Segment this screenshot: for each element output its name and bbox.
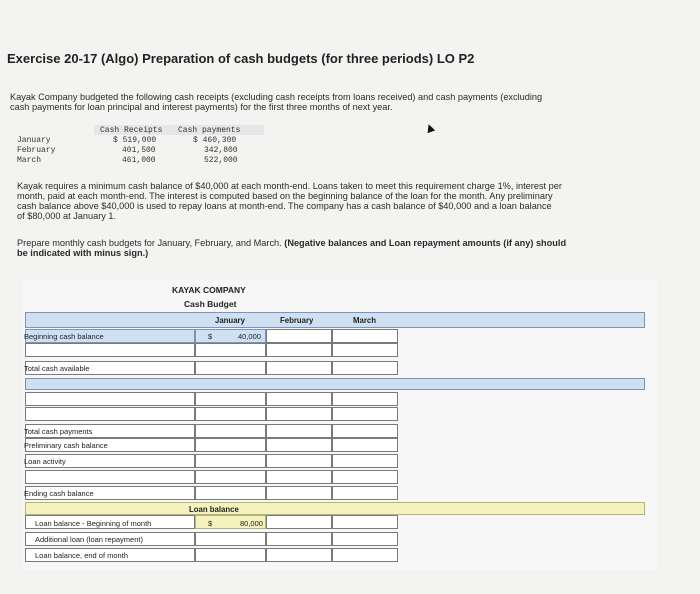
- preliminary-cash-label: Preliminary cash balance: [24, 441, 108, 450]
- payments-feb-input-1[interactable]: [266, 392, 332, 406]
- payments-label-input-1[interactable]: [25, 392, 195, 406]
- additional-loan-mar-input[interactable]: [332, 532, 398, 546]
- req-line-1: Kayak requires a minimum cash balance of $40,000 at each month-end. Loans taken to meet this requirement charge 1%, interest per: [17, 181, 562, 191]
- data-payments-0: $ 460,300: [193, 136, 237, 145]
- req-line-3: cash balance above $40,000 is used to repay loans at month-end. The company has a cash balance of $40,000 and a loan balance: [17, 201, 552, 211]
- instruction-line-1: [17, 238, 566, 249]
- loan-begin-feb-input[interactable]: [266, 515, 332, 529]
- payments-jan-input-2[interactable]: [195, 407, 266, 421]
- data-receipts-2: 461,000: [122, 156, 156, 165]
- section-separator-band: [25, 378, 645, 390]
- beginning-cash-jan-value: 40,000: [238, 332, 261, 341]
- loan-activity-mar-input[interactable]: [332, 454, 398, 468]
- total-cash-available-label: Total cash available: [24, 364, 90, 373]
- loan-end-feb-input[interactable]: [266, 548, 332, 562]
- col-march: March: [353, 316, 376, 325]
- receipts-feb-input[interactable]: [266, 343, 332, 357]
- loan-begin-label: Loan balance - Beginning of month: [35, 519, 152, 528]
- loan-end-mar-input[interactable]: [332, 548, 398, 562]
- beginning-cash-label: Beginning cash balance: [24, 332, 104, 341]
- data-month-0: January: [17, 136, 51, 145]
- ending-cash-mar-input[interactable]: [332, 486, 398, 500]
- ending-cash-jan-input[interactable]: [195, 486, 266, 500]
- total-available-feb-input[interactable]: [266, 361, 332, 375]
- loan-begin-jan-value: 80,000: [240, 519, 263, 528]
- total-payments-jan-input[interactable]: [195, 424, 266, 438]
- loan-detail-label-input[interactable]: [25, 470, 195, 484]
- data-col-payments: Cash payments: [178, 126, 241, 135]
- loan-begin-dollar: $: [208, 519, 213, 528]
- mouse-cursor-icon: [425, 123, 435, 133]
- preliminary-mar-input[interactable]: [332, 438, 398, 452]
- data-month-1: February: [17, 146, 56, 155]
- worksheet-subtitle: Cash Budget: [184, 299, 237, 309]
- column-header-band: [25, 312, 645, 328]
- total-payments-feb-input[interactable]: [266, 424, 332, 438]
- beginning-cash-dollar: $: [208, 332, 213, 341]
- payments-feb-input-2[interactable]: [266, 407, 332, 421]
- data-month-2: March: [17, 156, 42, 165]
- req-line-2: month, paid at each month-end. The interest is computed based on the beginning balance of the loan for the month. Any preliminary: [17, 191, 553, 201]
- loan-begin-mar-input[interactable]: [332, 515, 398, 529]
- intro-line-2: cash payments for loan principal and interest payments) for the first three months of next year.: [10, 102, 393, 112]
- total-cash-payments-label: Total cash payments: [24, 427, 93, 436]
- col-january: January: [215, 316, 245, 325]
- intro-line-1: Kayak Company budgeted the following cash receipts (excluding cash receipts from loans received) and cash payments (excluding: [10, 92, 543, 102]
- ending-cash-label: Ending cash balance: [24, 489, 94, 498]
- payments-mar-input-1[interactable]: [332, 392, 398, 406]
- data-payments-2: 522,000: [204, 156, 238, 165]
- additional-loan-jan-input[interactable]: [195, 532, 266, 546]
- loan-balance-title: Loan balance: [189, 505, 239, 514]
- loan-detail-mar-input[interactable]: [332, 470, 398, 484]
- exercise-title: Exercise 20-17 (Algo) Preparation of cash budgets (for three periods) LO P2: [7, 51, 475, 66]
- additional-loan-feb-input[interactable]: [266, 532, 332, 546]
- receipts-mar-input[interactable]: [332, 343, 398, 357]
- loan-detail-feb-input[interactable]: [266, 470, 332, 484]
- beginning-cash-mar-input[interactable]: [332, 329, 398, 343]
- req-line-4: of $80,000 at January 1.: [17, 211, 117, 221]
- data-payments-1: 342,800: [204, 146, 238, 155]
- data-receipts-0: $ 519,000: [113, 136, 157, 145]
- loan-end-jan-input[interactable]: [195, 548, 266, 562]
- payments-label-input-2[interactable]: [25, 407, 195, 421]
- loan-activity-label: Loan activity: [24, 457, 66, 466]
- ending-cash-feb-input[interactable]: [266, 486, 332, 500]
- loan-activity-jan-input[interactable]: [195, 454, 266, 468]
- preliminary-feb-input[interactable]: [266, 438, 332, 452]
- col-february: February: [280, 316, 314, 325]
- worksheet-company: KAYAK COMPANY: [172, 285, 246, 295]
- instruction-line-2: be indicated with minus sign.): [17, 248, 149, 258]
- additional-loan-label: Additional loan (loan repayment): [35, 535, 143, 544]
- instruction-bold: (Negative balances and Loan repayment amounts (if any) should: [281, 238, 567, 248]
- loan-activity-feb-input[interactable]: [266, 454, 332, 468]
- data-col-receipts: Cash Receipts: [100, 126, 163, 135]
- receipts-jan-input[interactable]: [195, 343, 266, 357]
- loan-balance-band: [25, 502, 645, 515]
- payments-jan-input-1[interactable]: [195, 392, 266, 406]
- loan-detail-jan-input[interactable]: [195, 470, 266, 484]
- receipts-label-input[interactable]: [25, 343, 195, 357]
- total-available-mar-input[interactable]: [332, 361, 398, 375]
- data-receipts-1: 401,500: [122, 146, 156, 155]
- preliminary-jan-input[interactable]: [195, 438, 266, 452]
- payments-mar-input-2[interactable]: [332, 407, 398, 421]
- total-available-jan-input[interactable]: [195, 361, 266, 375]
- total-payments-mar-input[interactable]: [332, 424, 398, 438]
- loan-end-label: Loan balance, end of month: [35, 551, 128, 560]
- beginning-cash-feb-input[interactable]: [266, 329, 332, 343]
- instruction-normal: Prepare monthly cash budgets for January, February, and March.: [17, 238, 282, 248]
